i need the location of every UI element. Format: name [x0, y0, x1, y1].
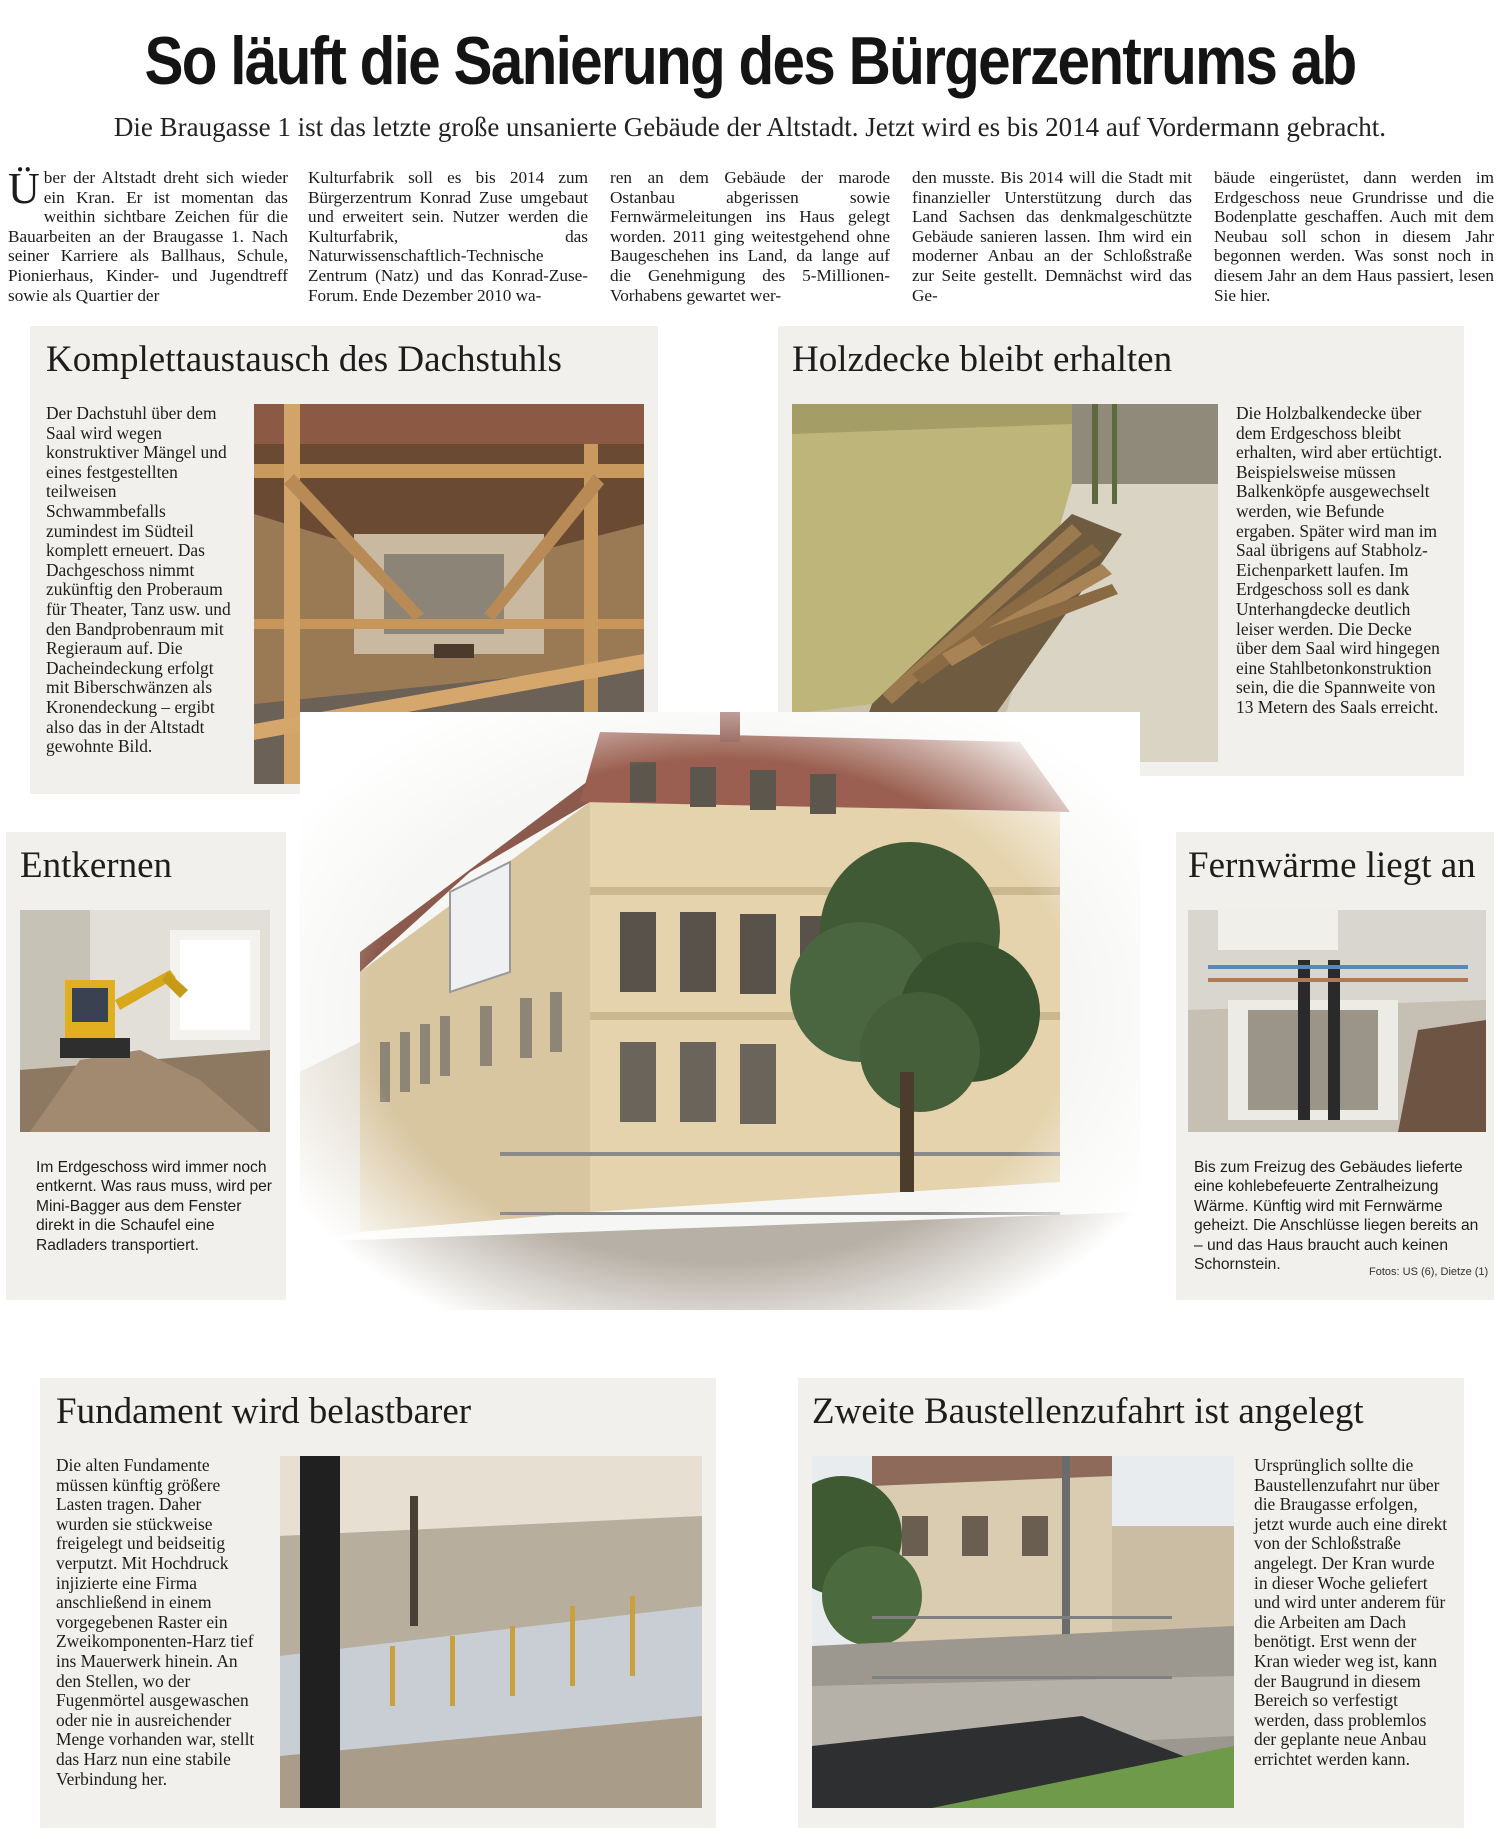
section-text: Im Erdgeschoss wird immer noch entkernt. Was raus muss, wird per Mini-Bagger aus dem Fenster direkt in die Schaufel eine Radladers transportiert. [36, 1159, 272, 1254]
section-entkernen [6, 832, 286, 1300]
section-title: Komplettaustausch des Dachstuhls [46, 339, 562, 380]
section-text: Der Dachstuhl über dem Saal wird wegen konstruktiver Mängel und eines festgestellten teilweisen Schwammbefalls zumindest im Südteil komplett erneuert. Das Dachgeschoss nimmt zukünftig den Proberaum für Theater, Tanz usw. und den Bandprobenraum mit Regieraum auf. Die Dacheindeckung erfolgt mit Biberschwänzen als Kronendeckung – ergibt also das in der Altstadt gewohnte Bild. [46, 403, 231, 757]
section-text: Die alten Fundamente müssen künftig größere Lasten tragen. Daher wurden sie stückweise freigelegt und beidseitig verputzt. Mit Hochdruck injizierte eine Firma anschließend in einem vorgegebenen Raster ein Zweikomponenten-Harz tief ins Mauerwerk hinein. An den Stellen, wo der Fugenmörtel ausgewaschen oder nie in ausreichender Menge vorhanden war, stellt das Harz nun eine stabile Verbindung her. [56, 1455, 255, 1789]
section-title: Fundament wird belastbarer [56, 1391, 472, 1432]
section-title: Zweite Baustellenzufahrt ist angelegt [812, 1391, 1364, 1432]
district-heating-photo [1188, 910, 1486, 1132]
intro-column-3: ren an dem Gebäude der marode Ostanbau abgerissen sowie Fernwärmeleitungen ins Haus gelegt worden. 2011 ging weitestgehend ohne Baugeschehen ins Land, da lange auf die Genehmigung des 5-Millionen-Vorhabens gewartet wer- [610, 168, 890, 305]
intro-text-1: ber der Altstadt dreht sich wieder ein Kran. Er ist momentan das weithin sichtbare Zeichen für die Bauarbeiten an der Braugasse 1. Nach seiner Karriere als Ballhaus, Schule, Pionierhaus, Kinder- und Jugendtreff sowie als Quartier der [8, 168, 288, 305]
photo-credits: Fotos: US (6), Dietze (1) [1369, 1266, 1489, 1278]
section-text: Bis zum Freizug des Gebäudes lieferte eine kohlebefeuerte Zentralheizung Wärme. Künftig wird mit Fernwärme geheizt. Die Anschlüsse liegen bereits an – und das Haus braucht auch keinen Schornstein. [1194, 1159, 1479, 1274]
section-title: Fernwärme liegt an [1188, 845, 1476, 886]
foundation-photo [280, 1456, 702, 1808]
section-fundament [40, 1378, 716, 1828]
dropcap: Ü [8, 164, 40, 213]
subline: Die Braugasse 1 ist das letzte große unsanierte Gebäude der Altstadt. Jetzt wird es bis 2014 auf Vordermann gebracht. [113, 112, 1387, 142]
mini-excavator-photo [20, 910, 270, 1132]
construction-access-photo [812, 1456, 1234, 1808]
section-title: Entkernen [20, 845, 173, 886]
intro-column-2: Kulturfabrik soll es bis 2014 zum Bürgerzentrum Konrad Zuse umgebaut und erweitert sein. Nutzer werden die Kulturfabrik, das Naturwissenschaftlich-Technische Zentrum (Natz) und das Konrad-Zuse-Forum. Ende Dezember 2010 wa- [308, 168, 588, 305]
intro-column-1 [8, 164, 288, 305]
section-fernwaerme [1176, 832, 1494, 1300]
section-text: Ursprünglich sollte die Baustellenzufahrt nur über die Braugasse erfolgen, jetzt wurde auch eine direkt von der Schloßstraße angelegt. Der Kran wurde in dieser Woche geliefert und wird unter anderem für die Arbeiten am Dach benötigt. Erst wenn der Kran wieder weg ist, kann der Baugrund in diesem Bereich so verfestigt werden, dass problemlos der geplante neue Anbau errichtet werden kann. [1254, 1455, 1448, 1769]
headline: So läuft die Sanierung des Bürgerzentrums ab [144, 23, 1356, 99]
section-title: Holzdecke bleibt erhalten [792, 339, 1173, 380]
intro-column-4: den musste. Bis 2014 will die Stadt mit finanzieller Unterstützung durch das Land Sachsen das denkmalgeschützte Gebäude sanieren lassen. Ihm wird ein moderner Anbau an der Schloßstraße zur Seite gestellt. Demnächst wird das Ge- [912, 168, 1192, 305]
section-zufahrt [798, 1378, 1464, 1828]
intro-column-5: bäude eingerüstet, dann werden im Erdgeschoss neue Grundrisse und die Bodenplatte geschaffen. Auch mit dem Neubau soll schon in diesem Jahr begonnen werden. Was sonst noch in diesem Jahr an dem Haus passiert, lesen Sie hier. [1214, 168, 1494, 305]
section-holzdecke [778, 326, 1464, 776]
main-building-photo [300, 712, 1140, 1310]
section-text: Die Holzbalkendecke über dem Erdgeschoss bleibt erhalten, wird aber ertüchtigt. Beispielsweise müssen Balkenköpfe ausgewechselt werden, wie Befunde ergaben. Später wird man im Saal übrigens auf Stabholz-Eichenparkett laufen. Im Erdgeschoss soll es dank Unterhangdecke deutlich leiser werden. Die Decke über dem Saal wird hingegen eine Stahlbetonkonstruktion sein, die die Spannweite von 13 Metern des Saals erreicht. [1236, 403, 1443, 717]
wooden-ceiling-photo [792, 404, 1218, 762]
